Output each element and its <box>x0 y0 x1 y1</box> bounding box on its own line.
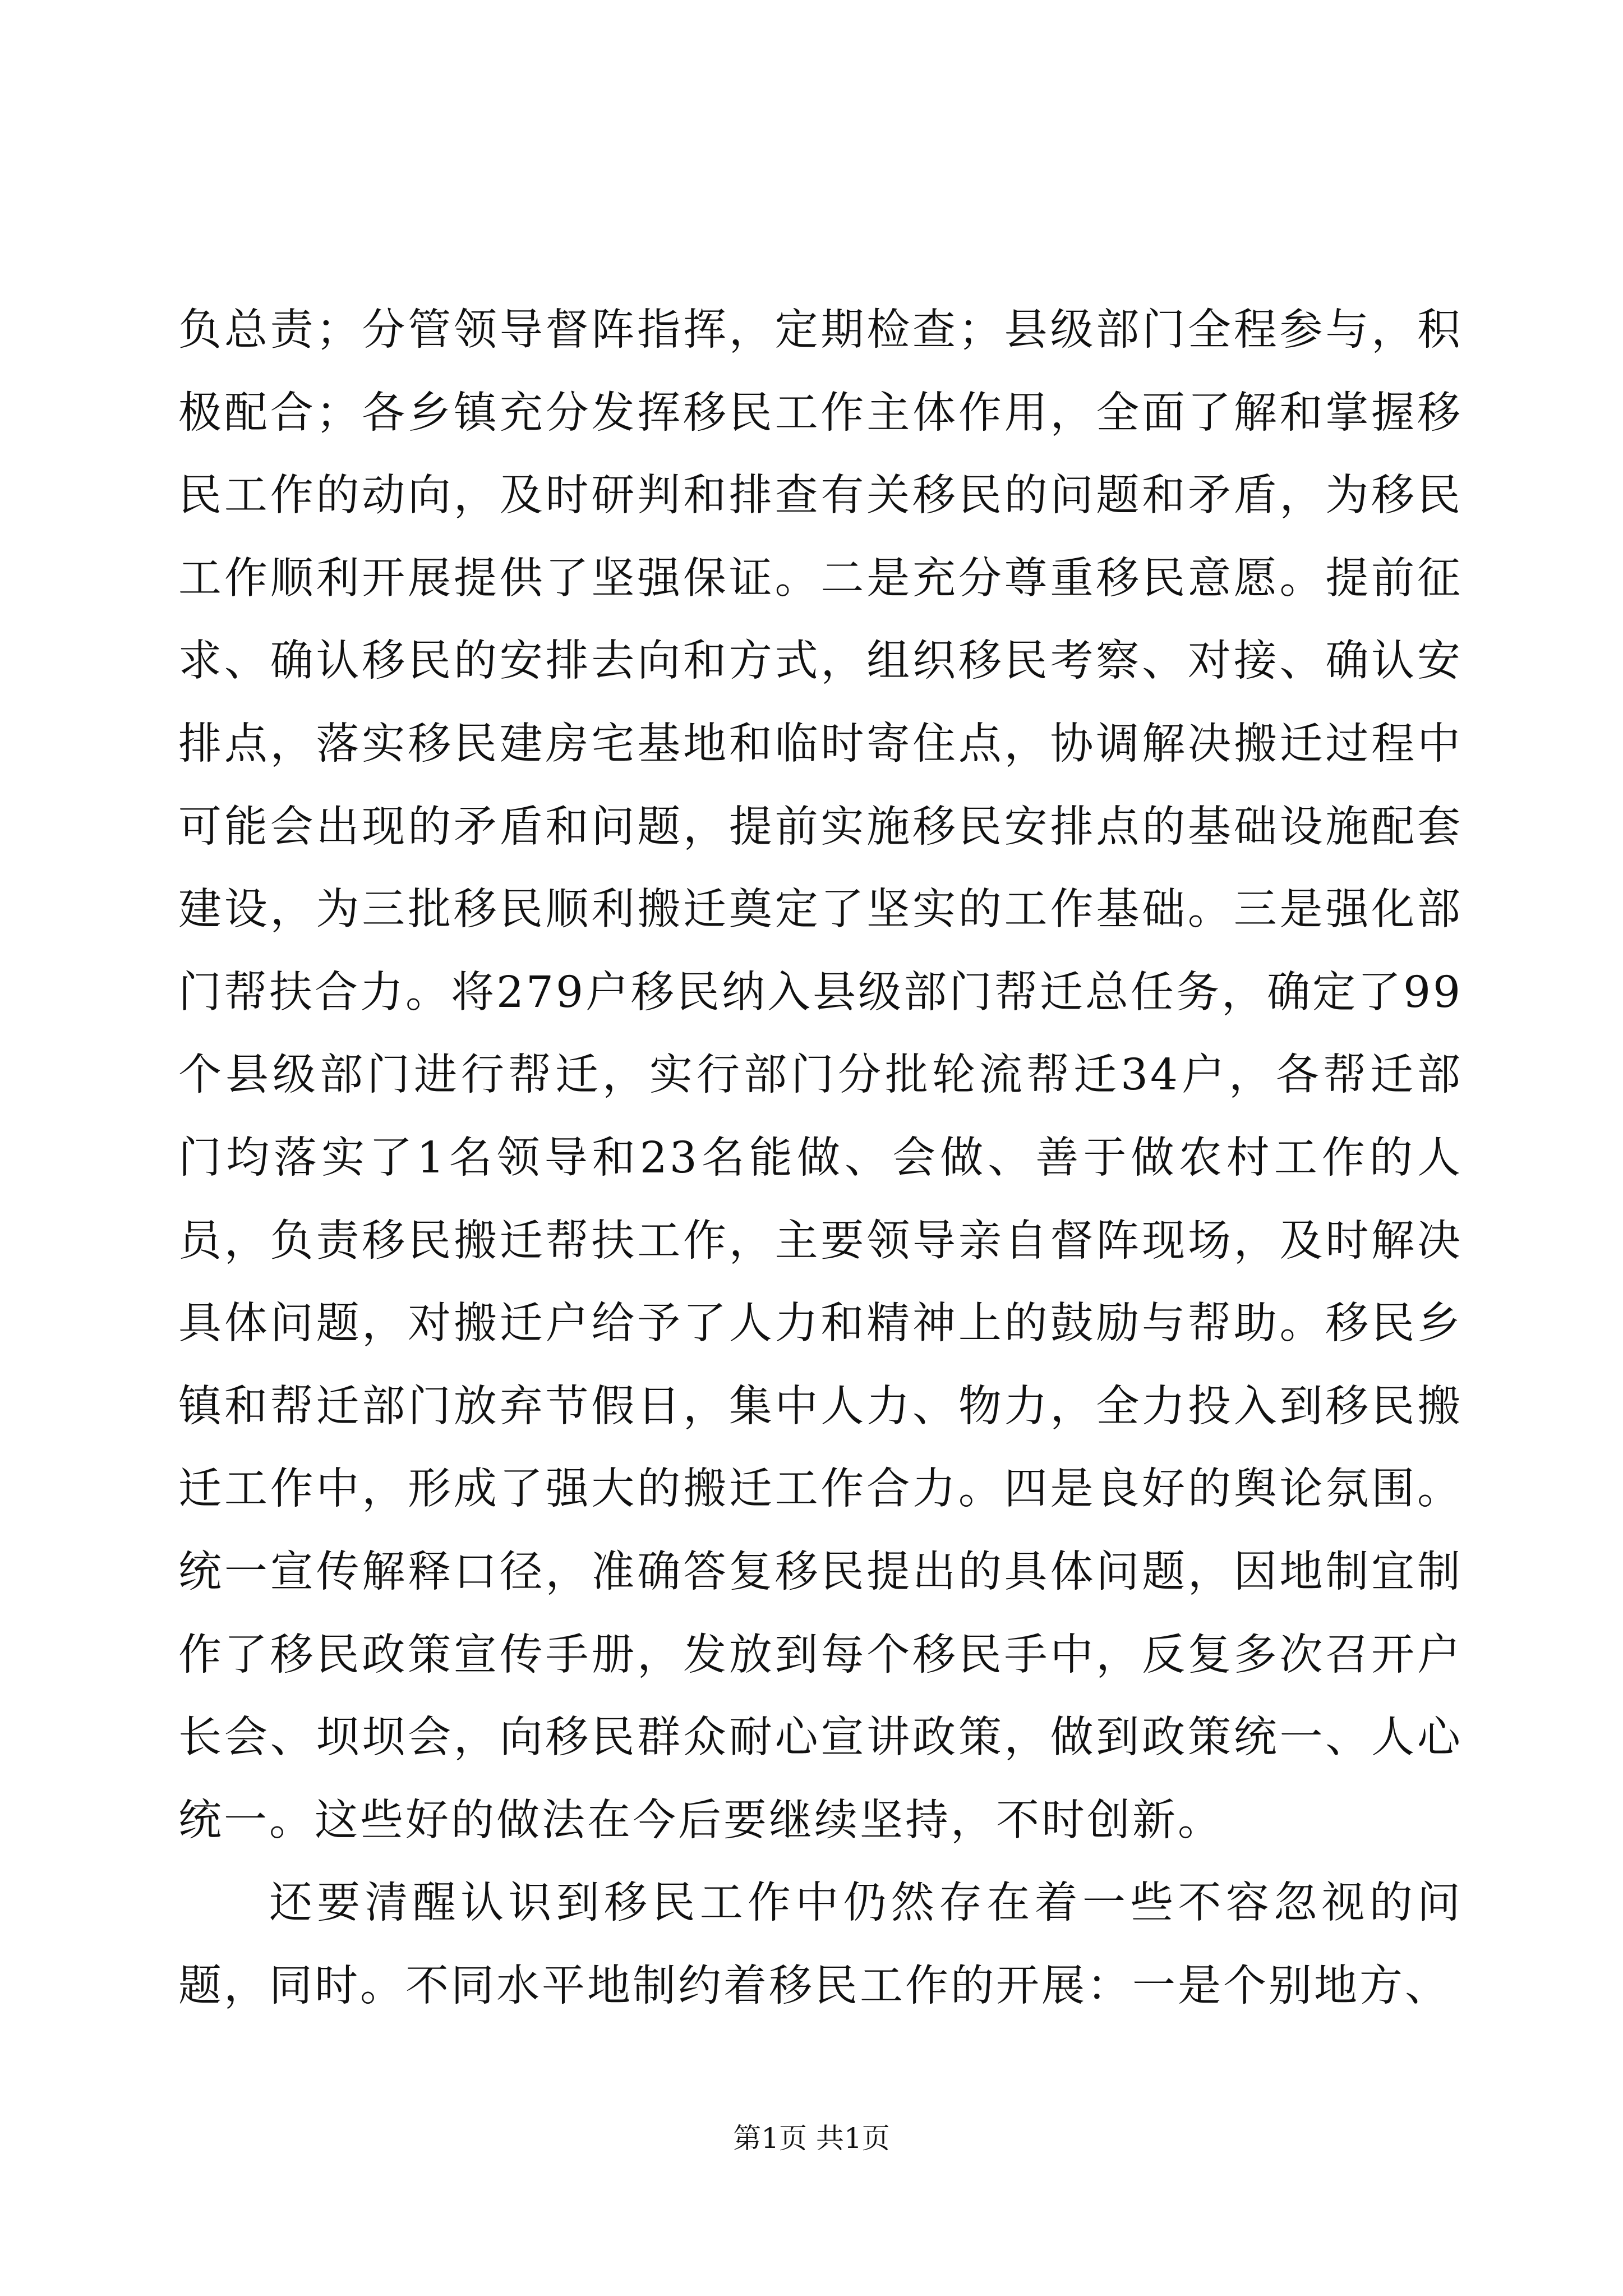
paragraph-2: 还要清醒认识到移民工作中仍然存在着一些不容忽视的问题，同时。不同水平地制约着移民工作的开展：一是个别地方、 <box>178 1878 1463 2011</box>
page-footer: 第1页 共1页 <box>733 2122 890 2155</box>
document-body <box>178 289 1463 2027</box>
paragraph-1: 负总责；分管领导督阵指挥，定期检查；县级部门全程参与，积极配合；各乡镇充分发挥移民工作主体作用，全面了解和掌握移民工作的动向，及时研判和排查有关移民的问题和矛盾，为移民工作顺利开展提供了坚强保证。二是充分尊重移民意愿。提前征求、确认移民的安排去向和方式，组织移民考察、对接、确认安排点，落实移民建房宅基地和临时寄住点，协调解决搬迁过程中可能会出现的矛盾和问题，提前实施移民安排点的基础设施配套建设，为三批移民顺利搬迁奠定了坚实的工作基础。三是强化部门帮扶合力。将279户移民纳入县级部门帮迁总任务，确定了99个县级部门进行帮迁，实行部门分批轮流帮迁34户，各帮迁部门均落实了1名领导和23名能做、会做、善于做农村工作的人员，负责移民搬迁帮扶工作，主要领导亲自督阵现场，及时解决具体问题，对搬迁户给予了人力和精神上的鼓励与帮助。移民乡镇和帮迁部门放弃节假日，集中人力、物力，全力投入到移民搬迁工作中，形成了强大的搬迁工作合力。四是良好的舆论氛围。统一宣传解释口径，准确答复移民提出的具体问题，因地制宜制作了移民政策宣传手册，发放到每个移民手中，反复多次召开户长会、坝坝会，向移民群众耐心宣讲政策，做到政策统一、人心统一。这些好的做法在今后要继续坚持，不时创新。 <box>178 305 1463 1846</box>
